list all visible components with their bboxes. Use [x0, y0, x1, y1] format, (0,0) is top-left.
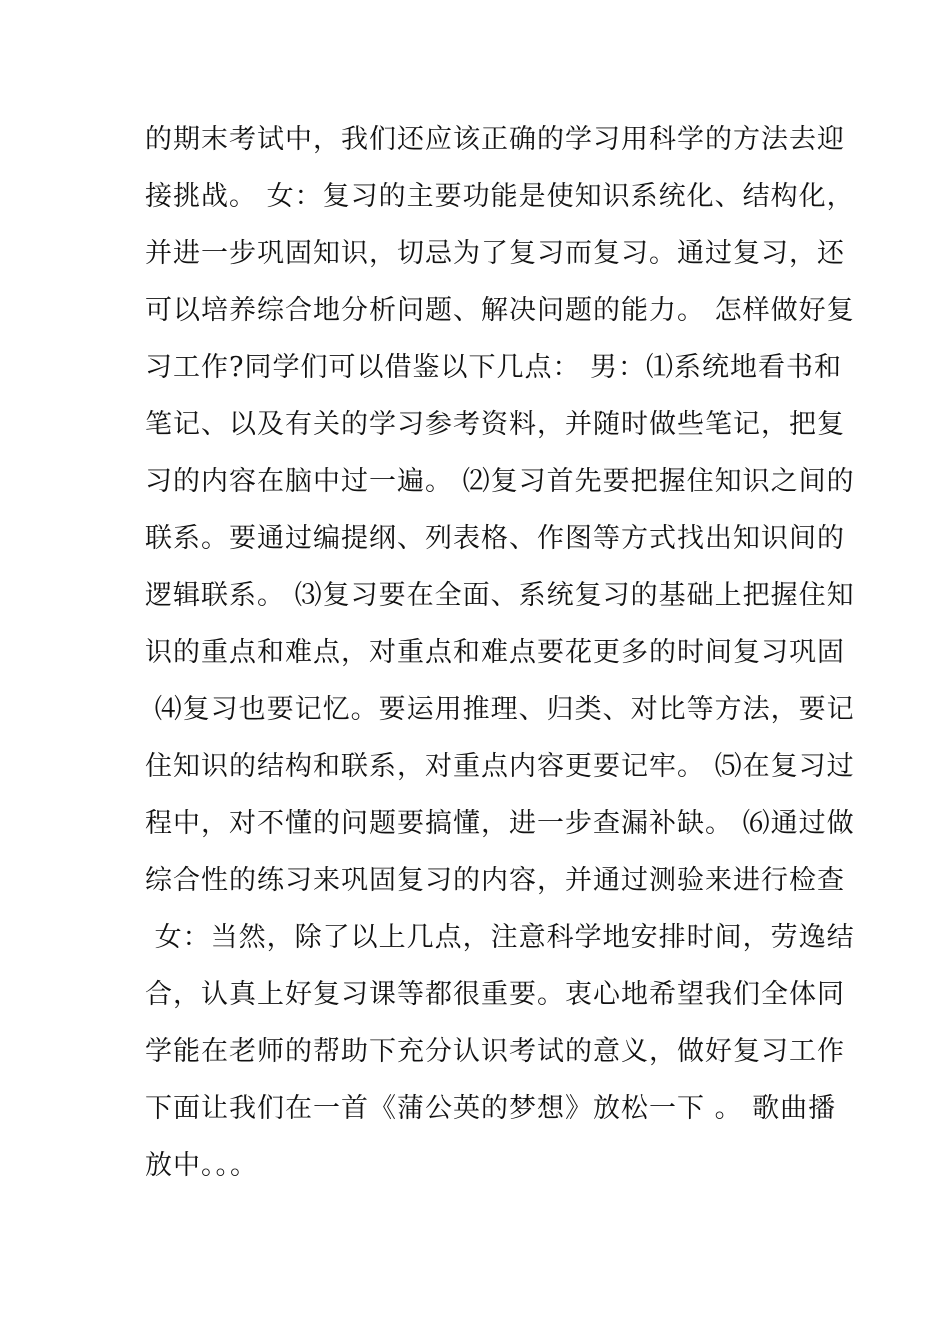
text-line: 识的重点和难点，对重点和难点要花更多的时间复习巩固 — [145, 637, 845, 668]
text-line: 笔记、以及有关的学习参考资料，并随时做些笔记，把复 — [145, 409, 845, 440]
text-line: 放中。。。 — [145, 1150, 258, 1181]
text-line: 综合性的练习来巩固复习的内容，并通过测验来进行检查 — [145, 865, 845, 896]
text-line: 联系。要通过编提纲、列表格、作图等方式找出知识间的 — [145, 523, 845, 554]
text-line: 女：当然，除了以上几点，注意科学地安排时间，劳逸结 — [145, 922, 855, 953]
text-line: 习的内容在脑中过一遍。 ⑵复习首先要把握住知识之间的 — [145, 466, 855, 497]
text-line: 的期末考试中，我们还应该正确的学习用科学的方法去迎 — [145, 124, 845, 155]
text-line: 并进一步巩固知识，切忌为了复习而复习。通过复习，还 — [145, 238, 845, 269]
text-line: 学能在老师的帮助下充分认识考试的意义，做好复习工作 — [145, 1036, 845, 1067]
text-line: 接挑战。 女：复习的主要功能是使知识系统化、结构化， — [145, 181, 855, 212]
text-line: 逻辑联系。 ⑶复习要在全面、系统复习的基础上把握住知 — [145, 580, 855, 611]
text-line: 下面让我们在一首《蒲公英的梦想》放松一下 。 歌曲播 — [145, 1093, 837, 1124]
text-line: ⑷复习也要记忆。要运用推理、归类、对比等方法，要记 — [145, 694, 855, 725]
text-line: 住知识的结构和联系，对重点内容更要记牢。 ⑸在复习过 — [145, 751, 855, 782]
text-line: 可以培养综合地分析问题、解决问题的能力。 怎样做好复 — [145, 295, 855, 326]
text-line: 程中，对不懂的问题要搞懂，进一步查漏补缺。 ⑹通过做 — [145, 808, 855, 839]
text-line: 习工作?同学们可以借鉴以下几点： 男：⑴系统地看书和 — [145, 352, 843, 383]
text-line: 合，认真上好复习课等都很重要。衷心地希望我们全体同 — [145, 979, 845, 1010]
